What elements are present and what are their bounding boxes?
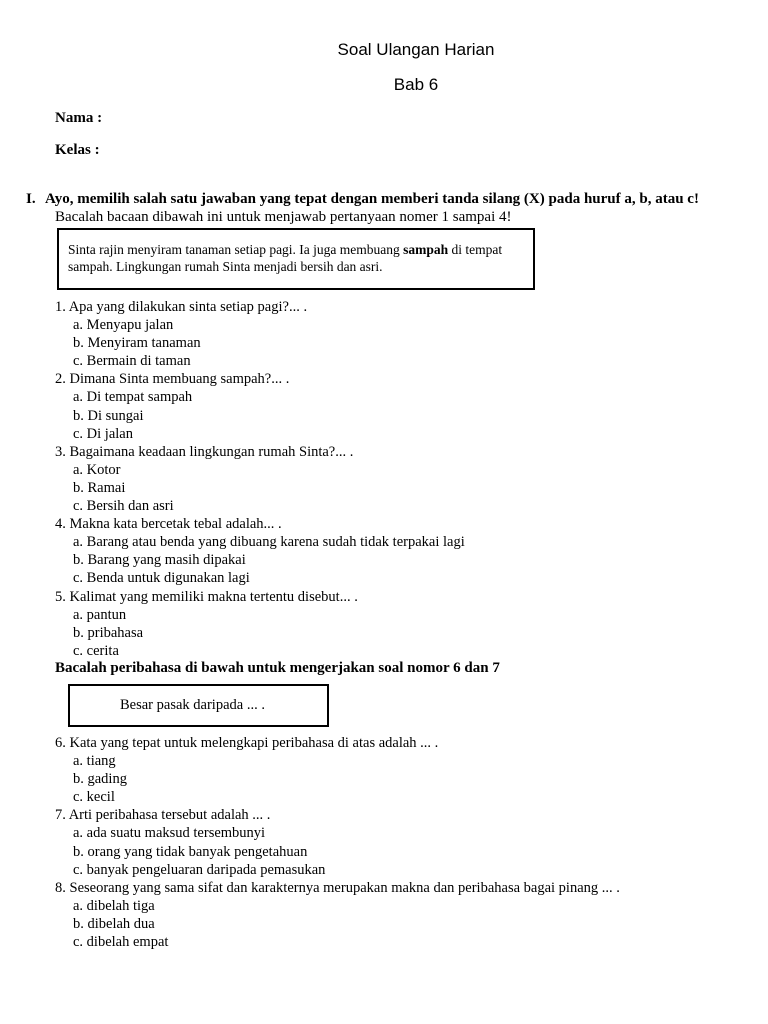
answer-option[interactable]: a. Di tempat sampah (73, 389, 193, 406)
answer-option[interactable]: a. tiang (73, 753, 116, 770)
reading-passage-box (57, 228, 535, 290)
question-list-2 (55, 734, 620, 951)
answer-option[interactable]: b. orang yang tidak banyak pengetahuan (73, 843, 308, 860)
question-text: 8. Seseorang yang sama sifat dan karakternya merupakan makna dan peribahasa bagai pinang ... . (55, 879, 620, 896)
class-field-label: Kelas : (55, 142, 100, 158)
answer-option[interactable]: c. banyak pengeluaran daripada pemasukan (73, 861, 326, 878)
answer-option[interactable]: b. dibelah dua (73, 915, 155, 932)
answer-option[interactable]: b. Di sungai (73, 407, 144, 424)
answer-option[interactable]: a. Kotor (73, 461, 121, 478)
answer-option[interactable]: b. Barang yang masih dipakai (73, 552, 246, 569)
answer-option[interactable]: b. pribahasa (73, 624, 144, 641)
answer-option[interactable]: a. dibelah tiga (73, 897, 155, 914)
question-text: 7. Arti peribahasa tersebut adalah ... . (55, 807, 271, 824)
answer-option[interactable]: a. Barang atau benda yang dibuang karena sudah tidak terpakai lagi (73, 534, 465, 551)
proverb-instruction: Bacalah peribahasa di bawah untuk mengerjakan soal nomor 6 dan 7 (55, 660, 500, 676)
answer-option[interactable]: c. dibelah empat (73, 934, 169, 951)
answer-option[interactable]: c. kecil (73, 789, 115, 806)
question-text: 4. Makna kata bercetak tebal adalah... . (55, 516, 282, 533)
answer-option[interactable]: a. pantun (73, 606, 127, 623)
question-text: 3. Bagaimana keadaan lingkungan rumah Sinta?... . (55, 443, 354, 460)
answer-option[interactable]: a. ada suatu maksud tersembunyi (73, 825, 266, 842)
answer-option[interactable]: c. Benda untuk digunakan lagi (73, 570, 250, 587)
reading-intro: Bacalah bacaan dibawah ini untuk menjawab pertanyaan nomer 1 sampai 4! (55, 209, 512, 225)
answer-option[interactable]: b. Menyiram tanaman (73, 335, 201, 352)
answer-option[interactable]: b. Ramai (73, 479, 126, 496)
page-title: Soal Ulangan Harian (337, 40, 495, 59)
question-text: 1. Apa yang dilakukan sinta setiap pagi?... . (55, 299, 308, 315)
question-text: 6. Kata yang tepat untuk melengkapi peribahasa di atas adalah ... . (55, 735, 439, 751)
answer-option[interactable]: c. Bersih dan asri (73, 498, 174, 515)
question-text: 5. Kalimat yang memiliki makna tertentu disebut... . (55, 588, 358, 605)
question-text: 2. Dimana Sinta membuang sampah?... . (55, 371, 290, 388)
proverb-box: Besar pasak daripada ... . (68, 684, 329, 727)
chapter-heading: Bab 6 (393, 75, 439, 94)
passage-text-1: Sinta rajin menyiram tanaman setiap pagi. Ia juga membuang (68, 242, 404, 257)
name-field-label: Nama : (55, 110, 103, 126)
passage-text-2: di tempat sampah. Lingkungan rumah Sinta menjadi bersih dan asri. (68, 242, 503, 274)
answer-option[interactable]: c. cerita (73, 642, 119, 659)
answer-option[interactable]: b. gading (73, 771, 127, 788)
question-list-1 (55, 298, 465, 660)
answer-option[interactable]: a. Menyapu jalan (73, 317, 174, 334)
section-instruction: Ayo, memilih salah satu jawaban yang tepat dengan memberi tanda silang (X) pada huruf a, b, atau c! (45, 191, 699, 207)
section-number: I. (26, 191, 36, 207)
answer-option[interactable]: c. Di jalan (73, 425, 133, 442)
passage-bold-word: sampah (403, 242, 449, 257)
answer-option[interactable]: c. Bermain di taman (73, 353, 191, 370)
